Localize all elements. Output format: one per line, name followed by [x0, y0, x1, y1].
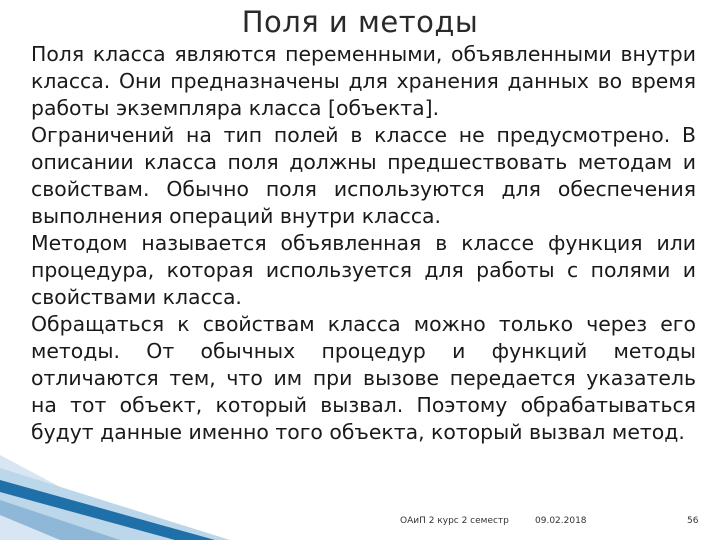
paragraph-fields-types: Ограничений на тип полей в классе не предусмотрено. В описании класса поля должны предшествовать методам и свойствам. Обычно поля используются для обеспечения выполнения операций внутри класса. [31, 123, 696, 228]
footer-date: 09.02.2018 [535, 516, 587, 526]
footer-course: ОАиП 2 курс 2 семестр [400, 516, 509, 526]
paragraph-method-definition: Методом называется объявленная в классе функция или процедура, которая используется для работы с полями и свойствами класса. [31, 231, 696, 309]
paragraph-fields-definition: Поля класса являются переменными, объявленными внутри класса. Они предназначены для хранения данных во время работы экземпляра класса [объекта]. [31, 42, 696, 120]
paragraph-property-access: Обращаться к свойствам класса можно только через его методы. От обычных процедур и функций методы отличаются тем, что им при вызове передается указатель на тот объект, который вызвал. Поэтому обрабатываться будут данные именно того объекта, который вызвал метод. [31, 312, 696, 444]
slide-body [31, 41, 696, 446]
footer-page-number: 56 [687, 516, 699, 526]
slide-title: Поля и методы [241, 5, 479, 39]
